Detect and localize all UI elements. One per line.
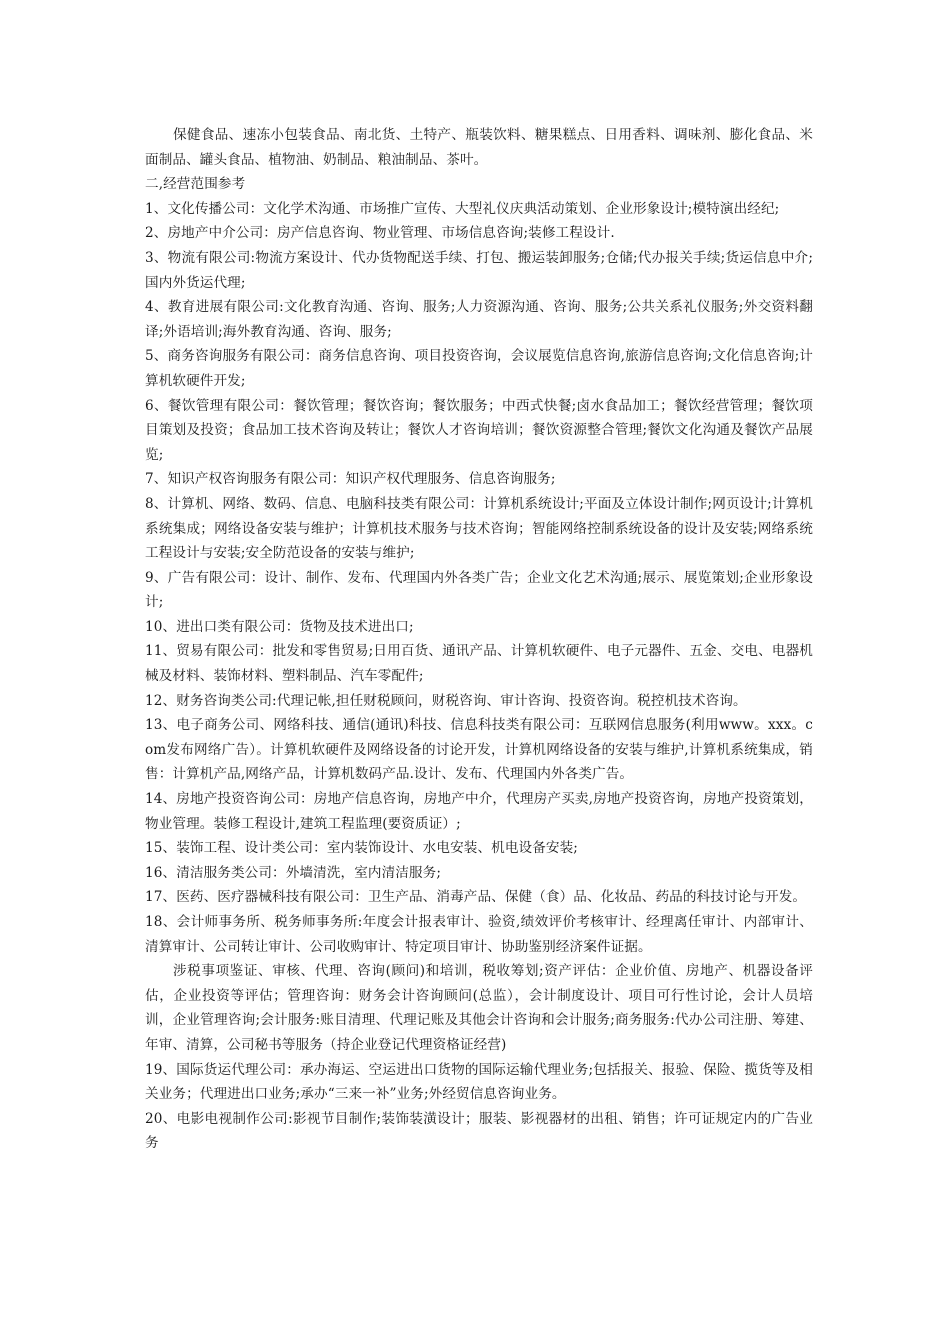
list-item: 20、电影电视制作公司:影视节目制作;装饰装潢设计；服装、影视器材的出租、销售；许可证规定内的广告业务 xyxy=(145,1110,813,1152)
section-heading: 二,经营范围参考 xyxy=(145,176,246,193)
list-item: 1、文化传播公司：文化学术沟通、市场推广宣传、大型礼仪庆典活动策划、企业形象设计;模特演出经纪; xyxy=(145,200,780,217)
document-body xyxy=(145,123,813,1156)
list-item: 4、教育进展有限公司:文化教育沟通、咨询、服务;人力资源沟通、咨询、服务;公共关系礼仪服务;外交资料翻译;外语培训;海外教育沟通、咨询、服务; xyxy=(145,299,813,340)
list-item: 19、国际货运代理公司：承办海运、空运进出口货物的国际运输代理业务;包括报关、报验、保险、揽货等及相关业务；代理进出口业务;承办“三来一补”业务;外经贸信息咨询业务。 xyxy=(145,1061,813,1103)
list-item: 6、餐饮管理有限公司：餐饮管理；餐饮咨询；餐饮服务；中西式快餐;卤水食品加工；餐饮经营管理；餐饮项目策划及投资；食品加工技术咨询及转让；餐饮人才咨询培训；餐饮资源整合管理;餐饮文化沟通及餐饮产品展览; xyxy=(145,397,813,463)
paragraph: 保健食品、速冻小包装食品、南北货、土特产、瓶装饮料、糖果糕点、日用香料、调味剂、膨化食品、米面制品、罐头食品、植物油、奶制品、粮油制品、茶叶。 xyxy=(145,127,813,168)
list-item: 5、商务咨询服务有限公司：商务信息咨询、项目投资咨询，会议展览信息咨询,旅游信息咨询;文化信息咨询;计算机软硬件开发; xyxy=(145,348,813,389)
list-item: 13、电子商务公司、网络科技、通信(通讯)科技、信息科技类有限公司：互联网信息服务(利用www。xxx。com发布网络广告）。计算机软硬件及网络设备的讨论开发，计算机网络设备的安装与维护,计算机系统集成，销售：计算机产品,网络产品，计算机数码产品.设计、发布、代理国内外各类广告。 xyxy=(145,717,813,783)
paragraph: 涉税事项鉴证、审核、代理、咨询(顾问)和培训，税收筹划;资产评估：企业价值、房地产、机器设备评估，企业投资等评估；管理咨询：财务会计咨询顾问(总监），会计制度设计、项目可行性讨论，会计人员培训，企业管理咨询;会计服务:账目清理、代理记账及其他会计咨询和会计服务;商务服务:代办公司注册、筹建、年审、清算，公司秘书等服务（持企业登记代理资格证经营) xyxy=(145,963,813,1053)
list-item: 16、清洁服务类公司：外墙清洗，室内清洁服务; xyxy=(145,864,442,881)
list-item: 10、进出口类有限公司：货物及技术进出口; xyxy=(145,618,414,635)
list-item: 3、物流有限公司:物流方案设计、代办货物配送手续、打包、搬运装卸服务;仓储;代办报关手续;货运信息中介;国内外货运代理; xyxy=(145,249,813,291)
list-item: 17、医药、医疗器械科技有限公司：卫生产品、消毒产品、保健（食）品、化妆品、药品的科技讨论与开发。 xyxy=(145,889,807,906)
list-item: 15、装饰工程、设计类公司：室内装饰设计、水电安装、机电设备安装; xyxy=(145,840,578,857)
list-item: 9、广告有限公司：设计、制作、发布、代理国内外各类广告；企业文化艺术沟通;展示、展览策划;企业形象设计; xyxy=(145,569,813,611)
list-item: 8、计算机、网络、数码、信息、电脑科技类有限公司：计算机系统设计;平面及立体设计制作;网页设计;计算机系统集成；网络设备安装与维护；计算机技术服务与技术咨询；智能网络控制系统设备的设计及安装;网络系统工程设计与安装;安全防范设备的安装与维护; xyxy=(145,495,813,562)
list-item: 18、会计师事务所、税务师事务所:年度会计报表审计、验资,绩效评价考核审计、经理离任审计、内部审计、清算审计、公司转让审计、公司收购审计、特定项目审计、协助鉴别经济案件证据。 xyxy=(145,914,813,955)
list-item: 7、知识产权咨询服务有限公司：知识产权代理服务、信息咨询服务; xyxy=(145,471,556,488)
list-item: 12、财务咨询类公司:代理记帐,担任财税顾问，财税咨询、审计咨询、投资咨询。税控机技术咨询。 xyxy=(145,692,747,709)
list-item: 14、房地产投资咨询公司：房地产信息咨询，房地产中介，代理房产买卖,房地产投资咨询，房地产投资策划，物业管理。装修工程设计,建筑工程监理(要资质证）; xyxy=(145,791,813,832)
list-item: 2、房地产中介公司：房产信息咨询、物业管理、市场信息咨询;装修工程设计. xyxy=(145,225,615,242)
list-item: 11、贸易有限公司：批发和零售贸易;日用百货、通讯产品、计算机软硬件、电子元器件、五金、交电、电器机械及材料、装饰材料、塑料制品、汽车零配件; xyxy=(145,643,813,685)
